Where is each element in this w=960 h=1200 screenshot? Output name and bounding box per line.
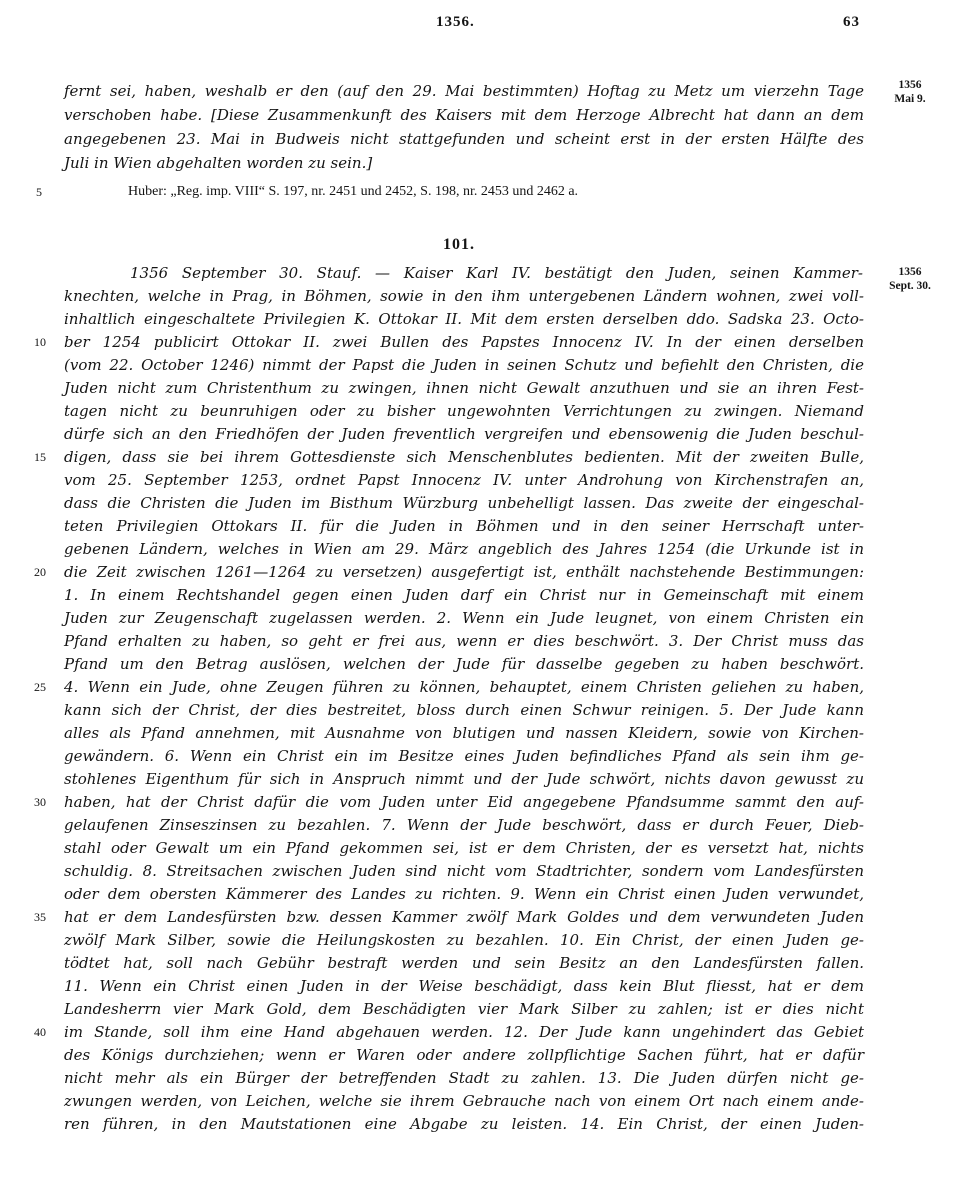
body-line: Pfand erhalten zu haben, so geht er frei aus, wenn er dies beschwört. 3. Der Christ muss das — [64, 632, 864, 650]
margin-date-sept — [880, 265, 940, 293]
body-line: ren führen, in den Mautstationen eine Abgabe zu leisten. 14. Ein Christ, der einen Juden- — [64, 1115, 864, 1133]
line-number: 25 — [34, 680, 46, 694]
reference-line: Huber: „Reg. imp. VIII“ S. 197, nr. 2451 und 2452, S. 198, nr. 2453 und 2462 a. — [128, 184, 579, 199]
line-number: 30 — [34, 795, 46, 809]
intro-line: Juli in Wien abgehalten worden zu sein.] — [64, 154, 373, 172]
line-number: 10 — [34, 335, 46, 349]
body-line: 1356 September 30. Stauf. — Kaiser Karl IV. bestätigt den Juden, seinen Kammer- — [130, 264, 863, 282]
margin-day: Mai 9. — [894, 93, 926, 105]
body-line: des Königs durchziehen; wenn er Waren oder andere zollpflichtige Sachen führt, hat er dafür — [64, 1046, 864, 1064]
body-line: 1. In einem Rechtshandel gegen einen Juden darf ein Christ nur in Gemeinschaft mit einem — [64, 586, 864, 604]
intro-line: angegebenen 23. Mai in Budweis nicht stattgefunden und scheint erst in der ersten Hälfte des — [64, 130, 864, 148]
line-number: 20 — [34, 565, 46, 579]
body-line: gelaufenen Zinseszinsen zu bezahlen. 7. Wenn der Jude beschwört, dass er durch Feuer, Dieb- — [64, 816, 864, 834]
intro-line: verschoben habe. [Diese Zusammenkunft des Kaisers mit dem Herzoge Albrecht hat dann an dem — [64, 106, 864, 124]
body-line: zwungen werden, von Leichen, welche sie ihrem Gebrauche nach von einem Ort nach einem ande- — [64, 1092, 864, 1110]
body-line: im Stande, soll ihm eine Hand abgehauen werden. 12. Der Jude kann ungehindert das Gebiet — [64, 1023, 864, 1041]
body-line: oder dem obersten Kämmerer des Landes zu richten. 9. Wenn ein Christ einen Juden verwundet, — [64, 885, 864, 903]
line-number: 35 — [34, 910, 46, 924]
body-line: Pfand um den Betrag auslösen, welchen der Jude für dasselbe gegeben zu haben beschwört. — [64, 655, 864, 673]
body-line: dass die Christen die Juden im Bisthum Würzburg unbehelligt lassen. Das zweite der eingeschal- — [64, 494, 864, 512]
body-line: Landesherrn vier Mark Gold, dem Beschädigten vier Mark Silber zu zahlen; ist er dies nicht — [64, 1000, 864, 1018]
body-line: dürfe sich an den Friedhöfen der Juden freventlich vergreifen und ebensowenig die Juden beschul- — [64, 425, 864, 443]
body-line: alles als Pfand annehmen, mit Ausnahme von blutigen und nassen Kleidern, sowie von Kirchen- — [64, 724, 864, 742]
body-line: teten Privilegien Ottokars II. für die Juden in Böhmen und in den seiner Herrschaft unter- — [64, 517, 864, 535]
body-line: die Zeit zwischen 1261—1264 zu versetzen) ausgefertigt ist, enthält nachstehende Bestimmungen: — [64, 563, 864, 581]
running-header-year: 1356. — [436, 14, 475, 30]
body-line: kann sich der Christ, der dies bestreitet, bloss durch einen Schwur reinigen. 5. Der Jude kann — [64, 701, 864, 719]
margin-year: 1356 — [898, 266, 922, 278]
body-line: vom 25. September 1253, ordnet Papst Innocenz IV. unter Androhung von Kirchenstrafen an, — [64, 471, 864, 489]
body-line: schuldig. 8. Streitsachen zwischen Juden sind nicht vom Stadtrichter, sondern vom Landesfürsten — [64, 862, 864, 880]
body-line: Juden zur Zeugenschaft zugelassen werden. 2. Wenn ein Jude leugnet, von einem Christen ein — [64, 609, 864, 627]
line-number: 40 — [34, 1025, 46, 1039]
margin-date-mai — [880, 78, 940, 106]
margin-day: Sept. 30. — [889, 280, 931, 292]
body-line: gewändern. 6. Wenn ein Christ ein im Besitze eines Juden befindliches Pfand als sein ihm ge- — [64, 747, 864, 765]
body-line: Juden nicht zum Christenthum zu zwingen, ihnen nicht Gewalt anzuthuen und sie an ihren Fest- — [64, 379, 864, 397]
body-line: zwölf Mark Silber, sowie die Heilungskosten zu bezahlen. 10. Ein Christ, der einen Juden ge- — [64, 931, 864, 949]
body-line: stahl oder Gewalt um ein Pfand gekommen sei, ist er dem Christen, der es versetzt hat, nichts — [64, 839, 864, 857]
body-line: digen, dass sie bei ihrem Gottesdienste sich Menschenblutes bedienten. Mit der zweiten Bulle, — [64, 448, 864, 466]
margin-year: 1356 — [898, 79, 922, 91]
body-line: nicht mehr als ein Bürger der betreffenden Stadt zu zahlen. 13. Die Juden dürfen nicht ge- — [64, 1069, 864, 1087]
body-line: knechten, welche in Prag, in Böhmen, sowie in den ihm untergebenen Ländern wohnen, zwei voll- — [64, 287, 864, 305]
document-number: 101. — [443, 236, 475, 253]
intro-line: fernt sei, haben, weshalb er den (auf den 29. Mai bestimmten) Hoftag zu Metz um vierzehn Tage — [64, 82, 864, 100]
body-line: (vom 22. October 1246) nimmt der Papst die Juden in seinen Schutz und befiehlt den Christen, die — [64, 356, 864, 374]
body-line: tödtet hat, soll nach Gebühr bestraft werden und sein Besitz an den Landesfürsten fallen. — [64, 954, 864, 972]
body-line: stohlenes Eigenthum für sich in Anspruch nimmt und der Jude schwört, nichts davon gewusst zu — [64, 770, 864, 788]
body-line: ber 1254 publicirt Ottokar II. zwei Bullen des Papstes Innocenz IV. In der einen derselben — [64, 333, 864, 351]
body-line: haben, hat der Christ dafür die vom Juden unter Eid angegebene Pfandsumme sammt den auf- — [64, 793, 864, 811]
body-line: 4. Wenn ein Jude, ohne Zeugen führen zu können, behauptet, einem Christen geliehen zu haben, — [64, 678, 864, 696]
line-number: 5 — [36, 185, 42, 199]
body-line: hat er dem Landesfürsten bzw. dessen Kammer zwölf Mark Goldes und dem verwundeten Juden — [64, 908, 864, 926]
body-line: gebenen Ländern, welches in Wien am 29. März angeblich des Jahres 1254 (die Urkunde ist in — [64, 540, 864, 558]
page-number: 63 — [843, 14, 860, 30]
body-line: inhaltlich eingeschaltete Privilegien K. Ottokar II. Mit dem ersten derselben ddo. Sadska 23. Octo- — [64, 310, 864, 328]
body-line: 11. Wenn ein Christ einen Juden in der Weise beschädigt, dass kein Blut fliesst, hat er dem — [64, 977, 864, 995]
line-number: 15 — [34, 450, 46, 464]
body-line: tagen nicht zu beunruhigen oder zu bisher ungewohnten Verrichtungen zu zwingen. Niemand — [64, 402, 864, 420]
